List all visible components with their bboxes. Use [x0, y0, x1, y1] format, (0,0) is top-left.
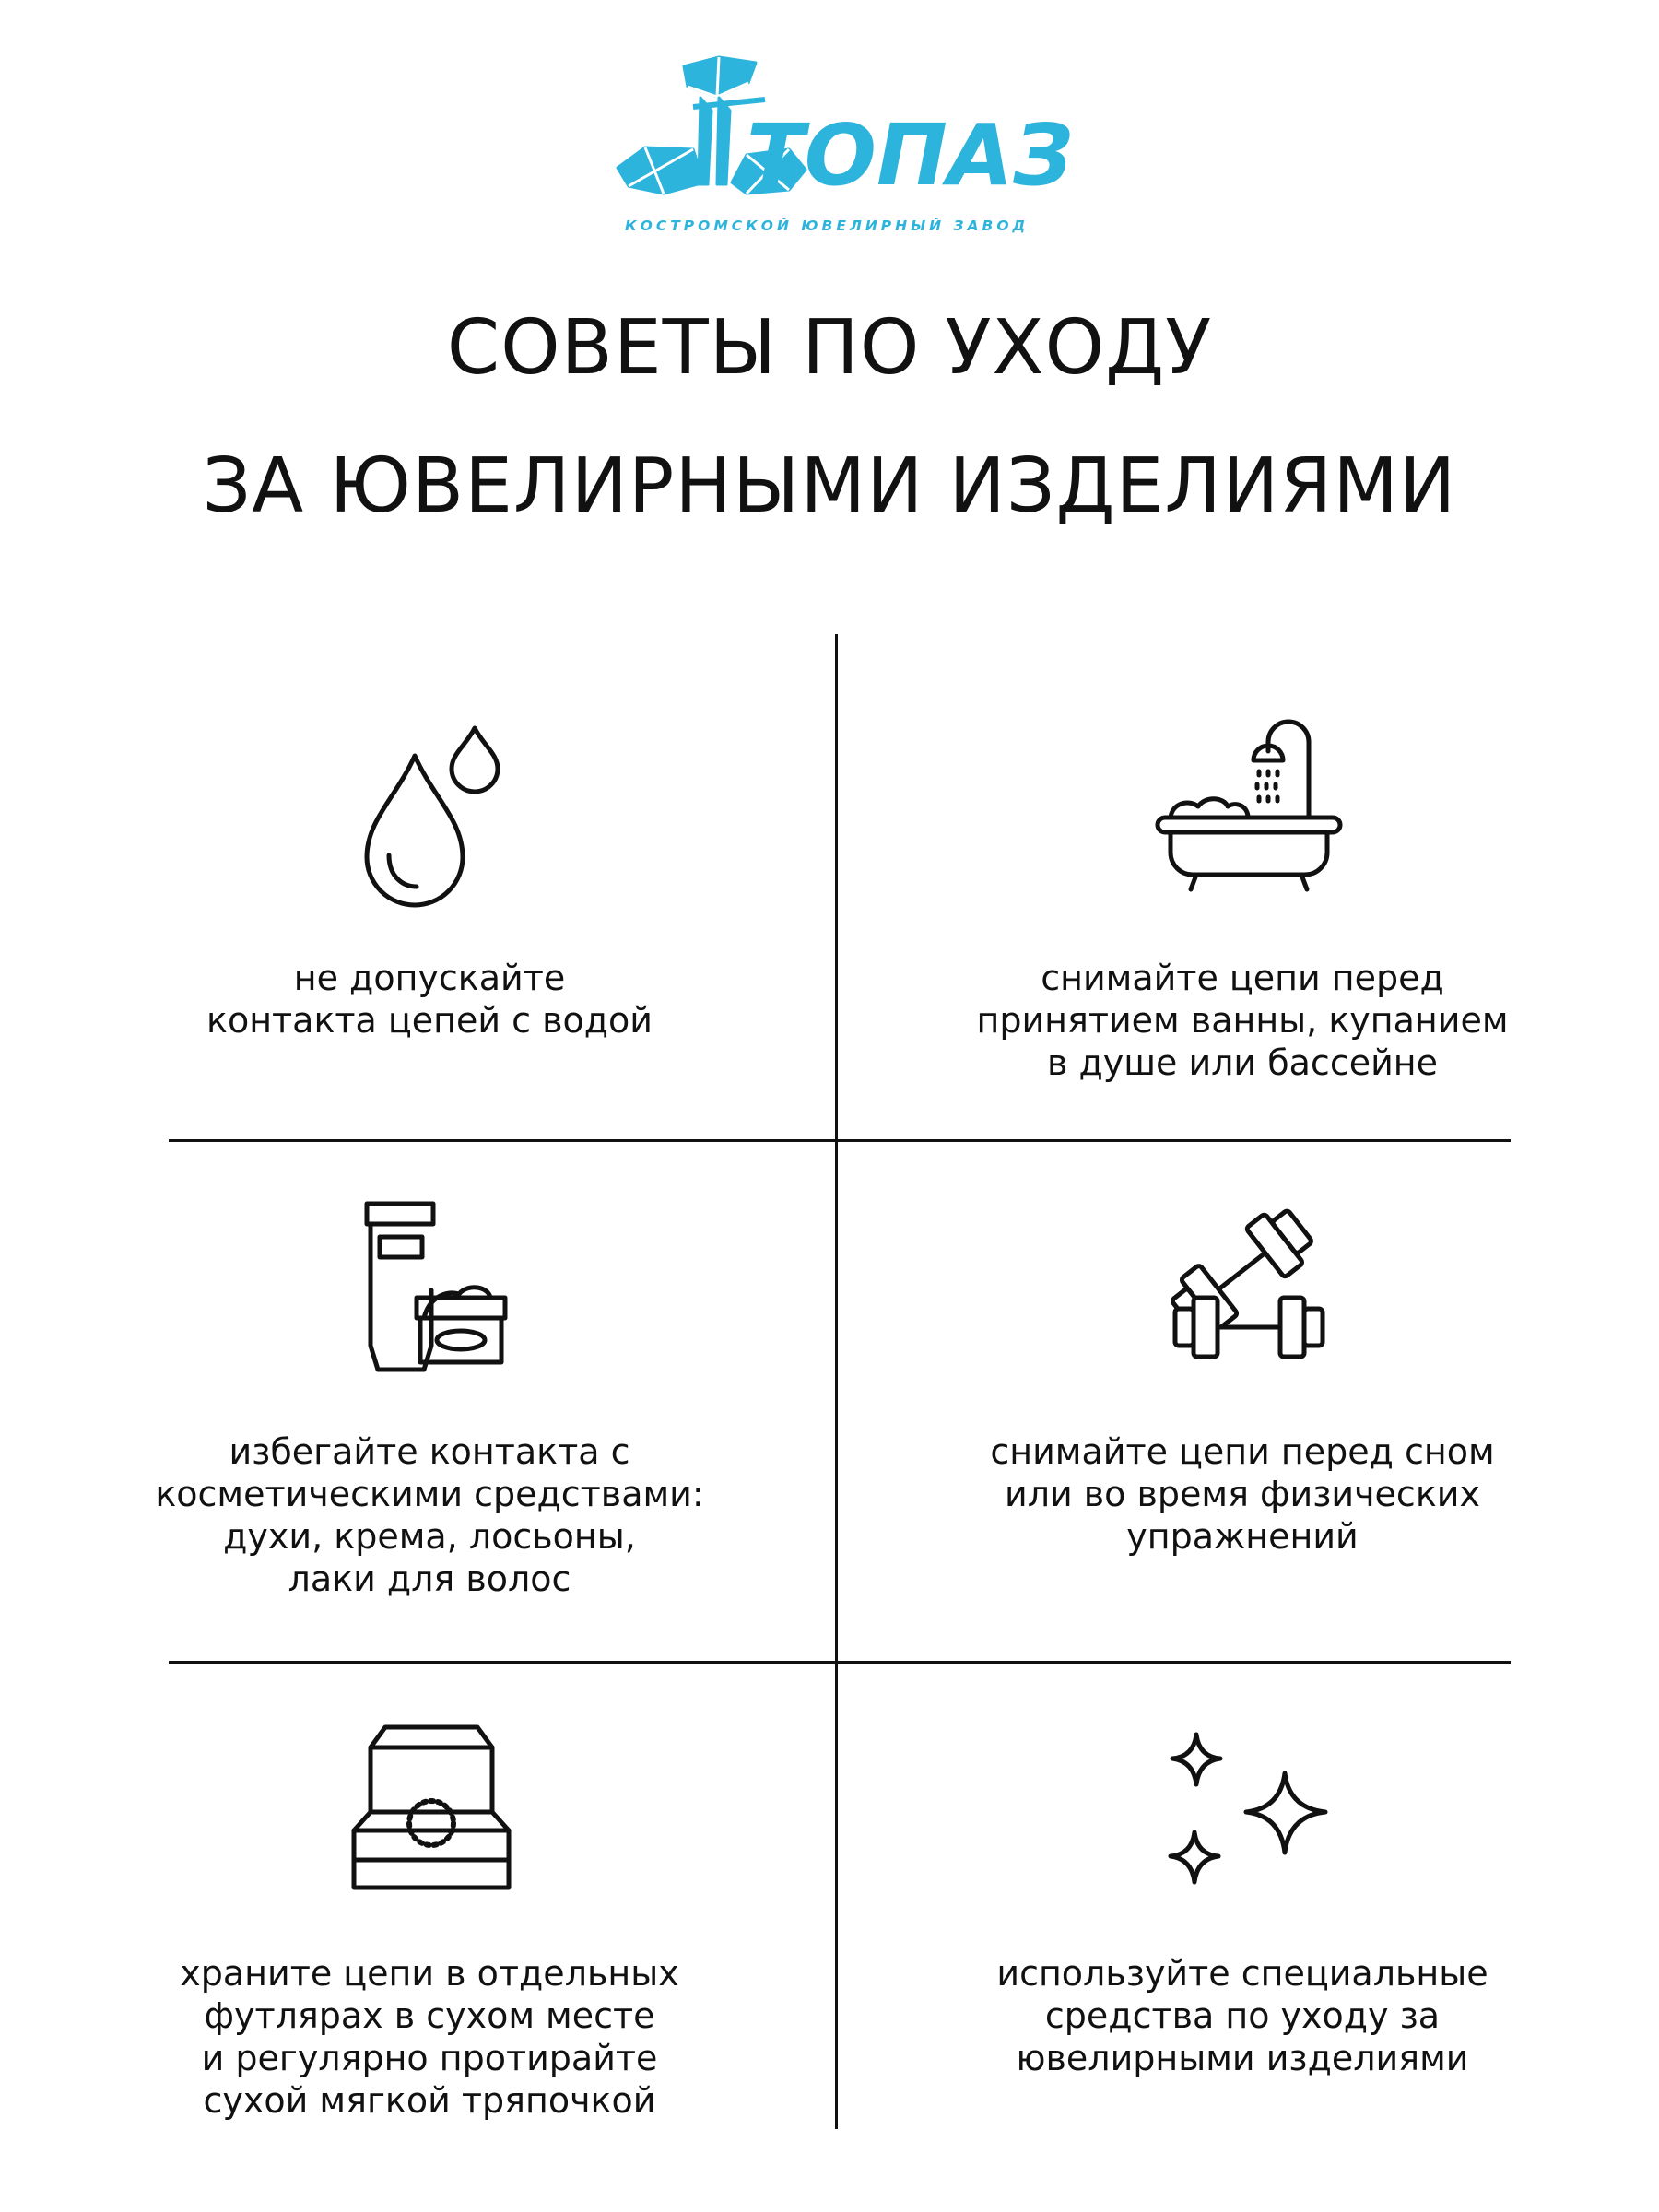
- tip-line: косметическими средствами:: [155, 1474, 704, 1514]
- tip-line: сухой мягкой тряпочкой: [203, 2080, 656, 2121]
- tip-bath: [938, 957, 1547, 1084]
- tip-line: снимайте цепи перед: [1041, 958, 1444, 998]
- topaz-crystal-logo-icon: [608, 46, 1074, 249]
- brand-tagline: КОСТРОМСКОЙ ЮВЕЛИРНЫЙ ЗАВОД: [625, 218, 1030, 234]
- tip-line: средства по уходу за: [1044, 1995, 1441, 2036]
- tip-line: контакта цепей с водой: [206, 1000, 653, 1041]
- page-title-line1: СОВЕТЫ ПО УХОДУ: [446, 304, 1213, 392]
- tip-storage: [125, 1952, 734, 2122]
- dumbbells-icon: [1147, 1204, 1350, 1370]
- tip-line: не допускайте: [293, 958, 566, 998]
- sparkles-icon: [1159, 1731, 1344, 1906]
- brand-wordmark: ТОПАЗ: [747, 106, 1074, 205]
- bathtub-shower-icon: [1152, 714, 1346, 894]
- grid-divider-horizontal: [169, 1661, 1511, 1664]
- tip-line: упражнений: [1126, 1516, 1359, 1557]
- grid-divider-horizontal: [169, 1139, 1511, 1142]
- tip-line: футлярах в сухом месте: [204, 1995, 655, 2036]
- tip-line: и регулярно протирайте: [201, 2038, 658, 2078]
- tip-line: принятием ванны, купанием: [976, 1000, 1509, 1041]
- tip-sleep-exercise: [938, 1430, 1547, 1558]
- water-drops-icon: [350, 719, 516, 903]
- cosmetics-icon: [359, 1198, 516, 1373]
- tip-line: лаки для волос: [288, 1559, 571, 1599]
- tip-line: ювелирными изделиями: [1016, 2038, 1469, 2078]
- tip-line: храните цепи в отдельных: [180, 1953, 679, 1994]
- brand-logo: [608, 46, 1074, 249]
- tip-cosmetics: [125, 1430, 734, 1600]
- page-title-line2: ЗА ЮВЕЛИРНЫМИ ИЗДЕЛИЯМИ: [202, 442, 1457, 530]
- tip-no-water: [125, 957, 734, 1041]
- tip-line: снимайте цепи перед сном: [990, 1431, 1495, 1472]
- tip-line: в душе или бассейне: [1046, 1042, 1439, 1083]
- tip-line: избегайте контакта с: [229, 1431, 630, 1472]
- tip-special-care: [938, 1952, 1547, 2079]
- jewelry-box-icon: [348, 1722, 514, 1893]
- grid-divider-vertical: [835, 634, 838, 2129]
- tip-line: духи, крема, лосьоны,: [223, 1516, 636, 1557]
- tip-line: используйте специальные: [996, 1953, 1488, 1994]
- tip-line: или во время физических: [1005, 1474, 1480, 1514]
